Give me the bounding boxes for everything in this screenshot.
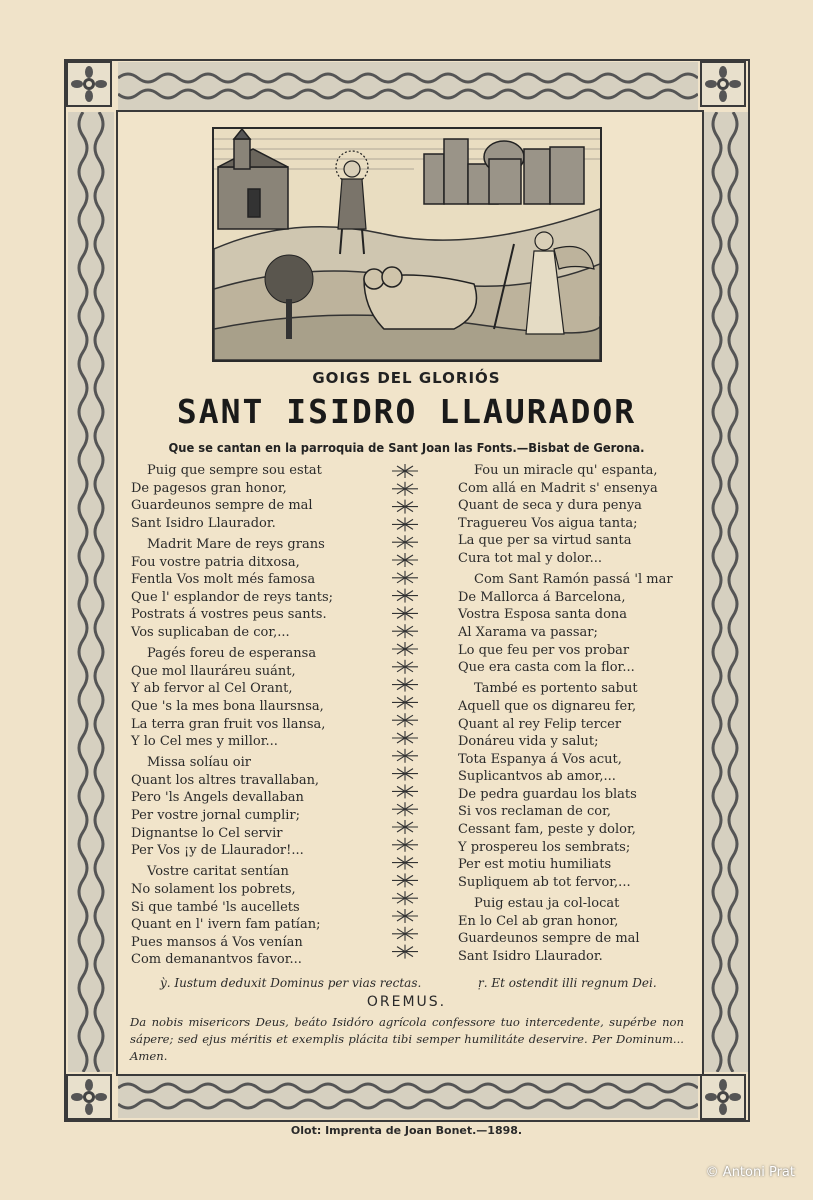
verse-line: Fentla Vos molt més famosa [131,572,316,588]
verse-line: Traguereu Vos aigua tanta; [458,515,638,531]
verse-line: Quant los altres travallaban, [131,772,320,788]
verse-line: Postrats á vostres peus sants. [131,607,327,623]
verse-line: Supliquem ab tot fervor,... [458,874,631,890]
bottom-border-band [118,1074,698,1118]
verse-line: De pedra guardau los blats [458,786,637,802]
verse-line: Cura tot mal y dolor... [458,550,602,566]
verse-line: Si vos reclaman de cor, [458,804,612,820]
verse-line: Pero 'ls Angels devallaban [131,790,304,806]
page-title: SANT ISIDRO LLAURADOR [176,392,637,431]
verse-line: De Mallorca á Barcelona, [458,589,626,605]
verse-line: Lo que feu per vos probar [458,642,630,658]
verse-line: La terra gran fruit vos llansa, [131,716,326,732]
verse-line: Que 's la mes bona llaursnsa, [131,698,324,714]
corner-rosette-icon [700,61,746,107]
verse-line: Per vostre jornal cumplir; [131,808,301,824]
verse-line: No solament los pobrets, [131,882,296,898]
woodcut-illustration [212,127,602,362]
pre-title: GOIGS DEL GLORIÓS [312,369,501,387]
verse-line: Si que també 'ls aucellets [131,899,300,915]
verse-line: Per est motiu humiliats [458,857,612,873]
verse-line: Que mol llauráreu suánt, [131,663,296,679]
verse-line: De pagesos gran honor, [131,480,287,496]
verse-line: Guardeunos sempre de mal [458,931,640,947]
verse-line: Y ab fervor al Cel Orant, [131,681,293,697]
verse-line: Per Vos ¡y de Llaurador!... [131,843,304,859]
top-border-band [118,62,698,110]
verse-line: Que era casta com la flor... [458,660,635,676]
verse-line: Que l' esplandor de reys tants; [131,589,334,605]
verse-line: Dignantse lo Cel servir [131,825,283,841]
verse-line: Quant al rey Felip tercer [458,716,622,732]
versicle-v: ỳ. Iustum deduxit Dominus per vias rectas. [160,976,422,990]
corner-rosette-icon [66,61,112,107]
corner-rosette-icon [700,1074,746,1120]
verse-line: Pagés foreu de esperansa [147,646,317,662]
verse-line: Y lo Cel mes y millor... [131,734,278,750]
verse-line: Madrit Mare de reys grans [147,536,325,552]
verse-line: Aquell que os dignareu fer, [458,698,637,714]
verse-line: Pues mansos á Vos venían [131,934,303,950]
ornamental-divider [378,462,432,962]
verse-line: Guardeunos sempre de mal [131,498,313,514]
imprint: Olot: Imprenta de Joan Bonet.—1898. [290,1124,523,1137]
verse-line: La que per sa virtud santa [458,533,632,549]
verse-line: Vostra Esposa santa dona [458,607,628,623]
verse-line: També es portento sabut [474,681,638,697]
verse-line: Al Xarama va passar; [458,624,598,640]
verse-line: Vostre caritat sentían [147,864,289,880]
verse-line: Sant Isidro Llaurador. [131,515,276,531]
verse-line: Puig estau ja col-locat [474,896,620,912]
verse-line: Fou un miracle qu' espanta, [474,463,658,478]
verse-line: Cessant fam, peste y dolor, [458,822,636,838]
verse-line: Missa solíau oir [147,755,251,771]
verse-line: Puig que sempre sou estat [147,463,322,478]
verse-line: Fou vostre patria ditxosa, [131,554,300,570]
verse-column-right [458,462,728,965]
verse-line: Vos suplicaban de cor,... [131,624,290,640]
photo-credit: © Antoni Prat [705,1165,795,1180]
verse-line: Quant en l' ivern fam patían; [131,917,321,933]
left-border-band [68,112,114,1072]
subtitle: Que se cantan en la parroquia de Sant Joan las Fonts.—Bisbat de Gerona. [168,440,645,455]
verse-line: Quant de seca y dura penya [458,498,642,514]
verse-line: Suplicantvos ab amor,... [458,769,616,785]
corner-rosette-icon [66,1074,112,1120]
verse-line: Tota Espanya á Vos acut, [458,751,622,767]
verse-line: Com demanantvos favor... [131,952,302,968]
prayer-text: Da nobis misericors Deus, beáto Isidóro agrícola confessore tuo intercedente, supérbe non sápere; sed ejus méritis et exemplis plácita tibi semper humilitáte deservire. Per Dominum... Amen. [130,1015,684,1063]
verse-line: Donáreu vida y salut; [458,734,599,750]
verse-line: Sant Isidro Llaurador. [458,948,603,964]
oremus-heading: OREMUS. [366,994,447,1010]
verse-line: Com Sant Ramón passá 'l mar [474,572,673,588]
verse-column-left [131,462,401,969]
verse-line: Y prospereu los sembrats; [458,839,631,855]
verse-line: En lo Cel ab gran honor, [458,913,619,929]
verse-line: Com allá en Madrit s' ensenya [458,480,658,496]
versicle-r: ṛ. Et ostendit illi regnum Dei. [478,976,657,990]
